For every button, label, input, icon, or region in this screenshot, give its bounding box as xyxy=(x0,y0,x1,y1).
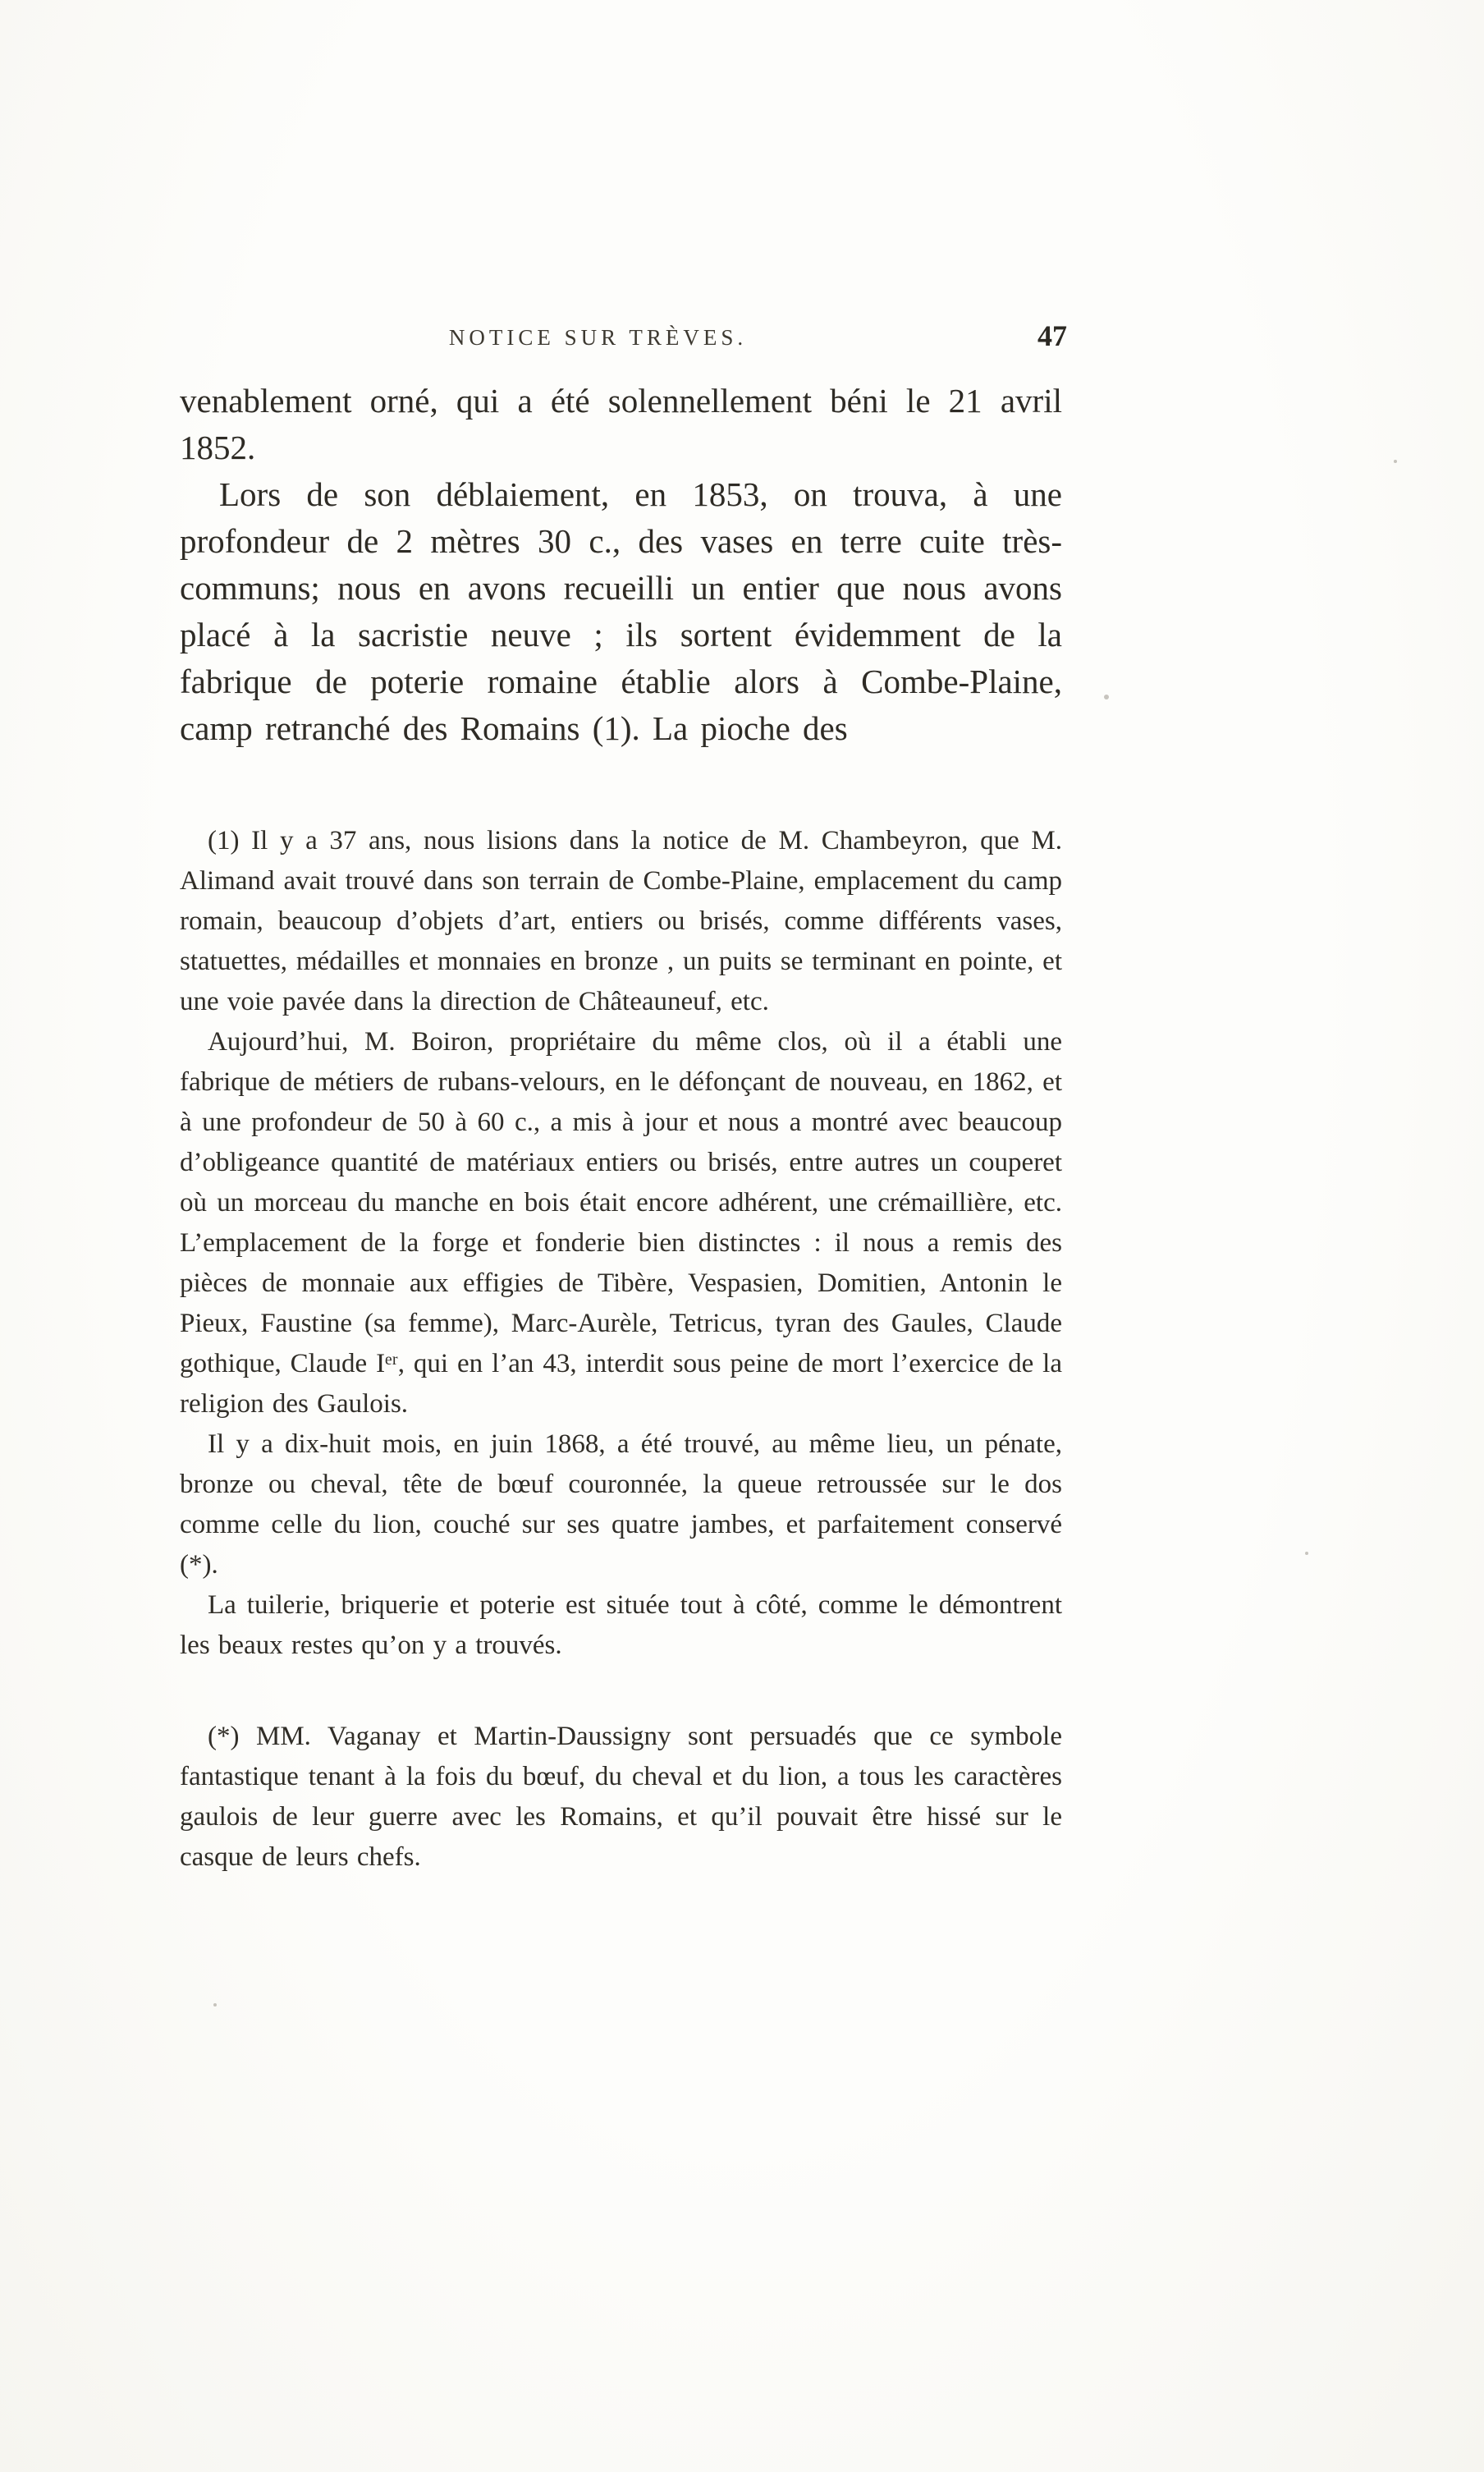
footnote-paragraph: Il y a dix-huit mois, en juin 1868, a été trouvé, au même lieu, un pénate, bronze ou cheval, tête de bœuf couronnée, la queue retroussée sur le dos comme celle du lion, couché sur ses quatre jambes, et parfaitement conservé (*). xyxy=(180,1429,1062,1580)
footnote-asterisk xyxy=(180,1717,1062,1878)
footnotes-block xyxy=(180,821,1062,1878)
scan-speck xyxy=(1394,460,1397,463)
scan-speck xyxy=(1305,1552,1308,1555)
footnote-paragraph: (1) Il y a 37 ans, nous lisions dans la notice de M. Chambeyron, que M. Alimand avait trouvé dans son terrain de Combe-Plaine, emplacement du camp romain, beaucoup d’objets d’art, entiers ou brisés, comme différents vases, statuettes, médailles et monnaies en bronze , un puits se terminant en pointe, et une voie pavée dans la direction de Châteauneuf, etc. xyxy=(180,826,1062,1016)
footnote-paragraph: (*) MM. Vaganay et Martin-Daussigny sont persuadés que ce symbole fantastique tenant à la fois du bœuf, du cheval et du lion, a tous les caractères gaulois de leur guerre avec les Romains, et qu’il pouvait être hissé sur le casque de leurs chefs. xyxy=(180,1722,1062,1872)
footnote-paragraph: La tuilerie, briquerie et poterie est située tout à côté, comme le démontrent les beaux restes qu’on y a trouvés. xyxy=(180,1590,1062,1660)
running-title: NOTICE SUR TRÈVES. xyxy=(448,325,748,350)
main-text-block xyxy=(180,378,1062,752)
body-paragraph: Lors de son déblaiement, en 1853, on trouva, à une profondeur de 2 mètres 30 c., des vases en terre cuite très-communs; nous en avons recueilli un entier que nous avons placé à la sacristie neuve ; ils sortent évidemment de la fabrique de poterie romaine établie alors à Combe-Plaine, camp retranché des Romains (1). La pioche des xyxy=(180,475,1062,747)
page-number: 47 xyxy=(1037,319,1067,352)
footnote-1 xyxy=(180,821,1062,1666)
scan-speck xyxy=(1104,695,1109,699)
scan-speck xyxy=(213,2003,217,2006)
footnote-paragraph: Aujourd’hui, M. Boiron, propriétaire du même clos, où il a établi une fabrique de métiers de rubans-velours, en le défonçant de nouveau, en 1862, et à une profondeur de 50 à 60 c., a mis à jour et nous a montré avec beaucoup d’obligeance quantité de matériaux entiers ou brisés, entre autres un couperet où un morceau du manche en bois était encore adhérent, une crémaillière, etc. L’emplacement de la forge et fonderie bien distinctes : il nous a remis des pièces de monnaie aux effigies de Tibère, Vespasien, Domitien, Antonin le Pieux, Faustine (sa femme), Marc-Aurèle, Tetricus, tyran des Gaules, Claude gothique, Claude Iᵉʳ, qui en l’an 43, interdit sous peine de mort l’exercice de la religion des Gaulois. xyxy=(180,1027,1062,1419)
body-paragraph: venablement orné, qui a été solennellement béni le 21 avril 1852. xyxy=(180,382,1062,466)
page-header xyxy=(180,319,1067,374)
